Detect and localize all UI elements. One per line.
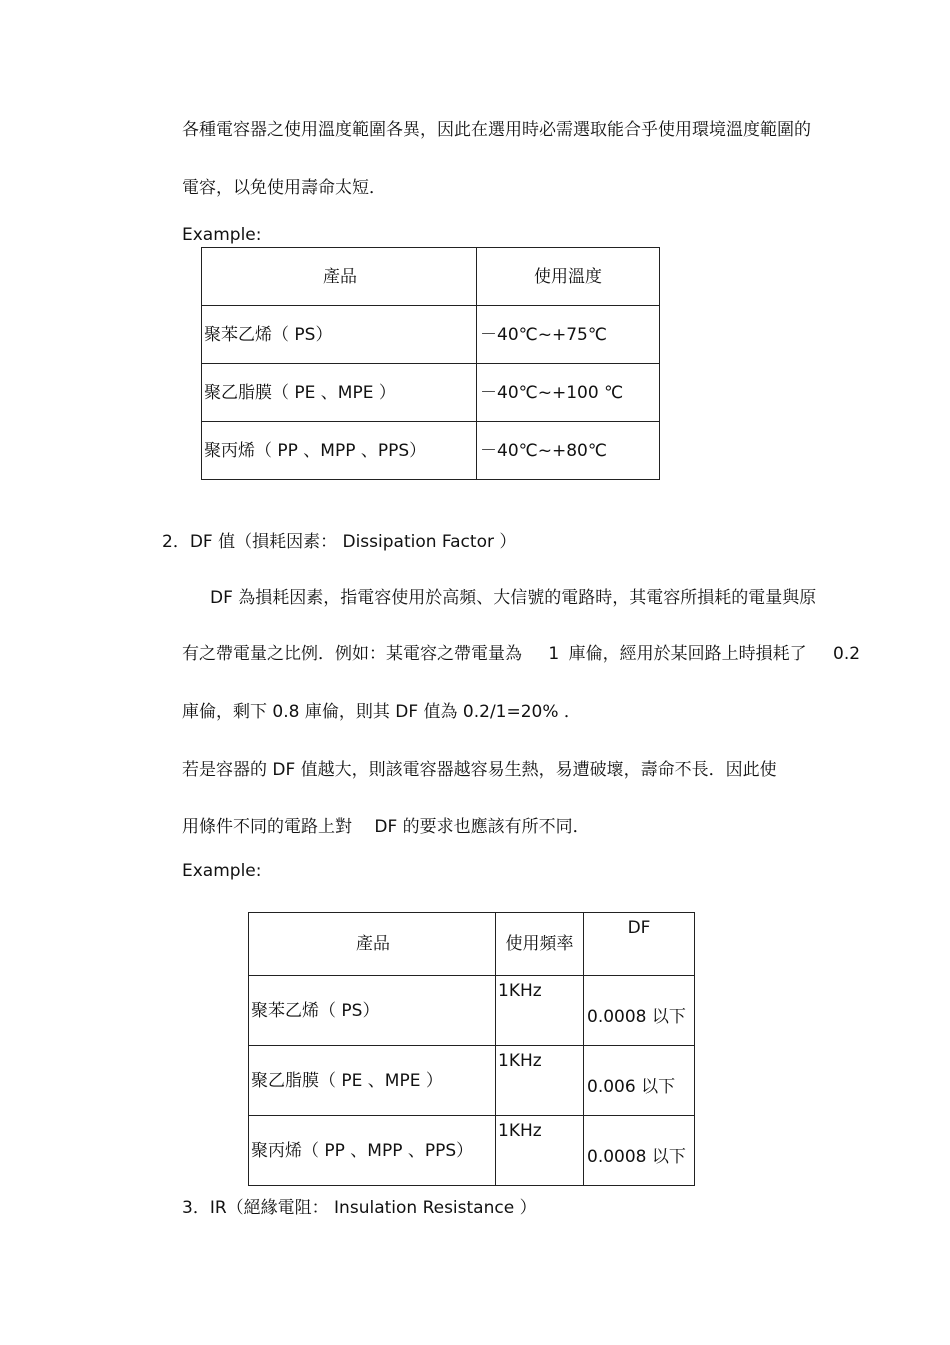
table-row [249, 976, 695, 1046]
temperature-cell: －40℃~+75℃ [477, 306, 660, 364]
table-header-row [202, 248, 660, 306]
ir-section-heading: 3．IR（絕緣電阻： Insulation Resistance ） [182, 1198, 537, 1218]
df-paragraph-5: 用條件不同的電路上對 DF 的要求也應該有所不同． [182, 817, 590, 837]
table-row [202, 422, 660, 480]
intro-line-1: 各種電容器之使用溫度範圍各異，因此在選用時必需選取能合乎使用環境溫度範圍的 [182, 120, 811, 140]
df-paragraph-1: DF 為損耗因素，指電容使用於高頻、大信號的電路時，其電容所損耗的電量與原 [210, 588, 817, 608]
frequency-cell: 1KHz [496, 976, 584, 1046]
header-df: DF [584, 913, 695, 976]
temperature-cell: －40℃~+100 ℃ [477, 364, 660, 422]
header-product: 產品 [249, 913, 496, 976]
table-row [249, 1046, 695, 1116]
table-row [202, 364, 660, 422]
product-cell: 聚乙脂膜（ PE 、MPE ） [249, 1046, 496, 1116]
header-temperature: 使用溫度 [477, 248, 660, 306]
df-paragraph-3: 庫倫，剩下 0.8 庫倫，則其 DF 值為 0.2/1=20% ． [182, 702, 581, 722]
table-row [249, 1116, 695, 1186]
df-cell: 0.006 以下 [584, 1046, 695, 1116]
example-label-1: Example: [182, 225, 262, 245]
temperature-table [201, 247, 660, 480]
product-cell: 聚丙烯（ PP 、MPP 、PPS） [202, 422, 477, 480]
df-table [248, 912, 695, 1186]
df-paragraph-2: 有之帶電量之比例．例如：某電容之帶電量為 1 庫倫，經用於某回路上時損耗了 0.2 [182, 644, 861, 664]
table-row [202, 306, 660, 364]
product-cell: 聚丙烯（ PP 、MPP 、PPS） [249, 1116, 496, 1186]
header-frequency: 使用頻率 [496, 913, 584, 976]
df-paragraph-4: 若是容器的 DF 值越大，則該電容器越容易生熱，易遭破壞，壽命不長．因此使 [182, 760, 777, 780]
frequency-cell: 1KHz [496, 1116, 584, 1186]
example-label-2: Example: [182, 861, 262, 881]
product-cell: 聚苯乙烯（ PS） [249, 976, 496, 1046]
table-header-row [249, 913, 695, 976]
header-product: 產品 [202, 248, 477, 306]
frequency-cell: 1KHz [496, 1046, 584, 1116]
intro-line-2: 電容，以免使用壽命太短． [182, 178, 386, 198]
df-cell: 0.0008 以下 [584, 1116, 695, 1186]
product-cell: 聚苯乙烯（ PS） [202, 306, 477, 364]
df-section-heading: 2．DF 值（損耗因素： Dissipation Factor ） [162, 532, 517, 552]
product-cell: 聚乙脂膜（ PE 、MPE ） [202, 364, 477, 422]
temperature-cell: －40℃~+80℃ [477, 422, 660, 480]
df-cell: 0.0008 以下 [584, 976, 695, 1046]
